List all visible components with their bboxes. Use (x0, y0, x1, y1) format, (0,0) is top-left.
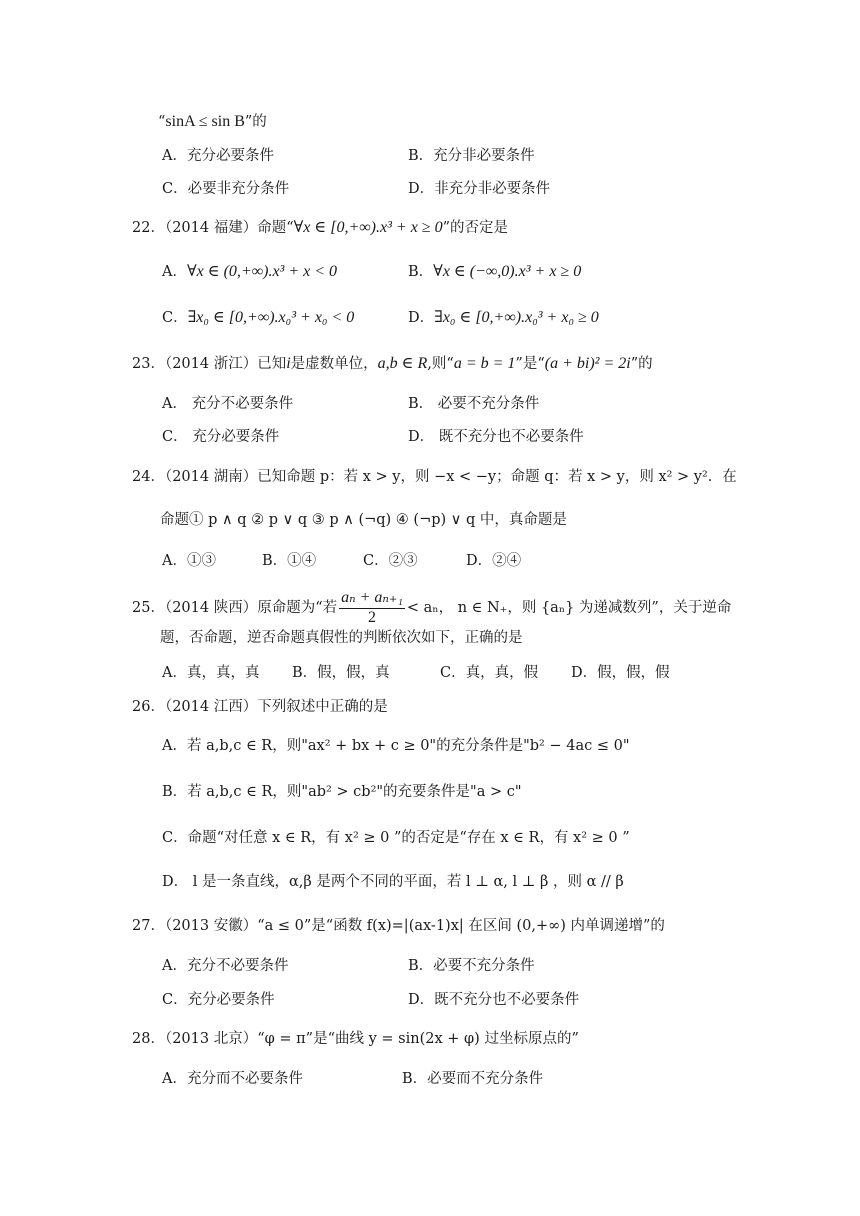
question-number: 25． (132, 600, 165, 616)
q22-option-a[interactable]: A．∀x ∈ (0,+∞).x³ + x < 0 (162, 263, 338, 280)
question-number: 26． (132, 699, 165, 715)
question-source: （2014 湖南） (164, 469, 258, 485)
q25-option-c[interactable]: C．真，真，假 (440, 665, 539, 681)
q26-option-d[interactable]: D． l 是一条直线，α,β 是两个不同的平面，若 l ⊥ α, l ⊥ β ，则 α // β (162, 874, 624, 890)
q25-stem-line2: 题，否命题，逆否命题真假性的判断依次如下，正确的是 (160, 630, 523, 646)
fraction: $\frac{\text{aₙ + aₙ₊₁}}{2}$ (341, 589, 403, 626)
q24-option-d[interactable]: D．②④ (466, 553, 522, 569)
question-number: 22． (132, 220, 165, 236)
question-number: 27． (132, 918, 165, 934)
q26-option-b[interactable]: B．若 a,b,c ∈ R，则"ab² > cb²"的充要条件是"a > c" (162, 784, 522, 800)
question-number: 23． (132, 356, 165, 372)
question-source: （2014 陕西） (164, 600, 258, 616)
q25-option-d[interactable]: D．假，假，假 (571, 665, 670, 681)
q25-option-a[interactable]: A．真，真，真 (162, 665, 260, 681)
q27-option-a[interactable]: A．充分不必要条件 (162, 958, 289, 974)
q21-tail: “sinA ≤ sin B”的 (158, 113, 267, 130)
q22-option-b[interactable]: B．∀x ∈ (−∞,0).x³ + x ≥ 0 (408, 263, 582, 280)
q23-stem: 23．（2014 浙江）已知i是虚数单位，a,b ∈ R,则“a = b = 1”是“(a + bi)² = 2i”的 (132, 355, 653, 372)
q21-option-a[interactable]: A．充分必要条件 (162, 148, 274, 164)
q22-stem: 22．（2014 福建）命题“∀x ∈ [0,+∞).x³ + x ≥ 0”的否定是 (132, 219, 508, 236)
q22-option-d[interactable]: D．∃x₀ ∈ [0,+∞).x₀³ + x₀ ≥ 0 (408, 309, 599, 326)
q27-option-c[interactable]: C．充分必要条件 (162, 992, 275, 1008)
q23-option-c[interactable]: C． 充分必要条件 (162, 429, 280, 445)
q21-option-c[interactable]: C．必要非充分条件 (162, 181, 290, 197)
q27-option-b[interactable]: B．必要不充分条件 (408, 958, 535, 974)
q27-option-d[interactable]: D．既不充分也不必要条件 (408, 992, 580, 1008)
q21-option-d[interactable]: D．非充分非必要条件 (408, 181, 551, 197)
q24-option-b[interactable]: B．①④ (262, 553, 317, 569)
q27-stem: 27．（2013 安徽）“a ≤ 0”是“函数 f(x)=|(ax-1)x| 在区间 (0,+∞) 内单调递增”的 (132, 918, 665, 934)
question-source: （2014 福建） (164, 220, 258, 236)
q24-option-c[interactable]: C．②③ (363, 553, 418, 569)
q23-option-b[interactable]: B． 必要不充分条件 (408, 396, 540, 412)
question-number: 28． (132, 1031, 165, 1047)
q24-option-a[interactable]: A．①③ (162, 553, 216, 569)
q25-stem: 25．（2014 陕西）原命题为“若 $\frac{\text{aₙ + aₙ₊₁}}{2}$ < aₙ， n ∈ N₊，则 {aₙ} 为递减数列”，关于逆命 (132, 589, 732, 626)
q26-option-c[interactable]: C．命题“对任意 x ∈ R，有 x² ≥ 0 ”的否定是“存在 x ∈ R，有 x² ≥ 0 ” (162, 830, 630, 846)
question-source: （2014 江西） (164, 699, 258, 715)
q23-option-a[interactable]: A． 充分不必要条件 (162, 396, 294, 412)
question-source: （2013 北京） (164, 1031, 258, 1047)
q24-stem-line2: 命题① p ∧ q ② p ∨ q ③ p ∧ (¬q) ④ (¬p) ∨ q 中，真命题是 (160, 512, 567, 528)
q26-option-a[interactable]: A．若 a,b,c ∈ R，则"ax² + bx + c ≥ 0"的充分条件是"b² − 4ac ≤ 0" (162, 738, 630, 754)
question-source: （2014 浙江） (164, 356, 258, 372)
q28-option-a[interactable]: A．充分而不必要条件 (162, 1071, 303, 1087)
q28-stem: 28．（2013 北京）“φ = π”是“曲线 y = sin(2x + φ) 过坐标原点的” (132, 1031, 579, 1047)
question-source: （2013 安徽） (164, 918, 258, 934)
q22-option-c[interactable]: C．∃x₀ ∈ [0,+∞).x₀³ + x₀ < 0 (162, 309, 355, 326)
question-number: 24． (132, 469, 165, 485)
q25-option-b[interactable]: B．假，假，真 (292, 665, 390, 681)
q23-option-d[interactable]: D． 既不充分也不必要条件 (408, 429, 584, 445)
q28-option-b[interactable]: B．必要而不充分条件 (402, 1071, 544, 1087)
q24-stem: 24．（2014 湖南）已知命题 p：若 x > y，则 −x < −y；命题 q：若 x > y，则 x² > y²．在 (132, 469, 737, 485)
q21-option-b[interactable]: B．充分非必要条件 (408, 148, 535, 164)
q26-stem: 26．（2014 江西）下列叙述中正确的是 (132, 699, 388, 715)
